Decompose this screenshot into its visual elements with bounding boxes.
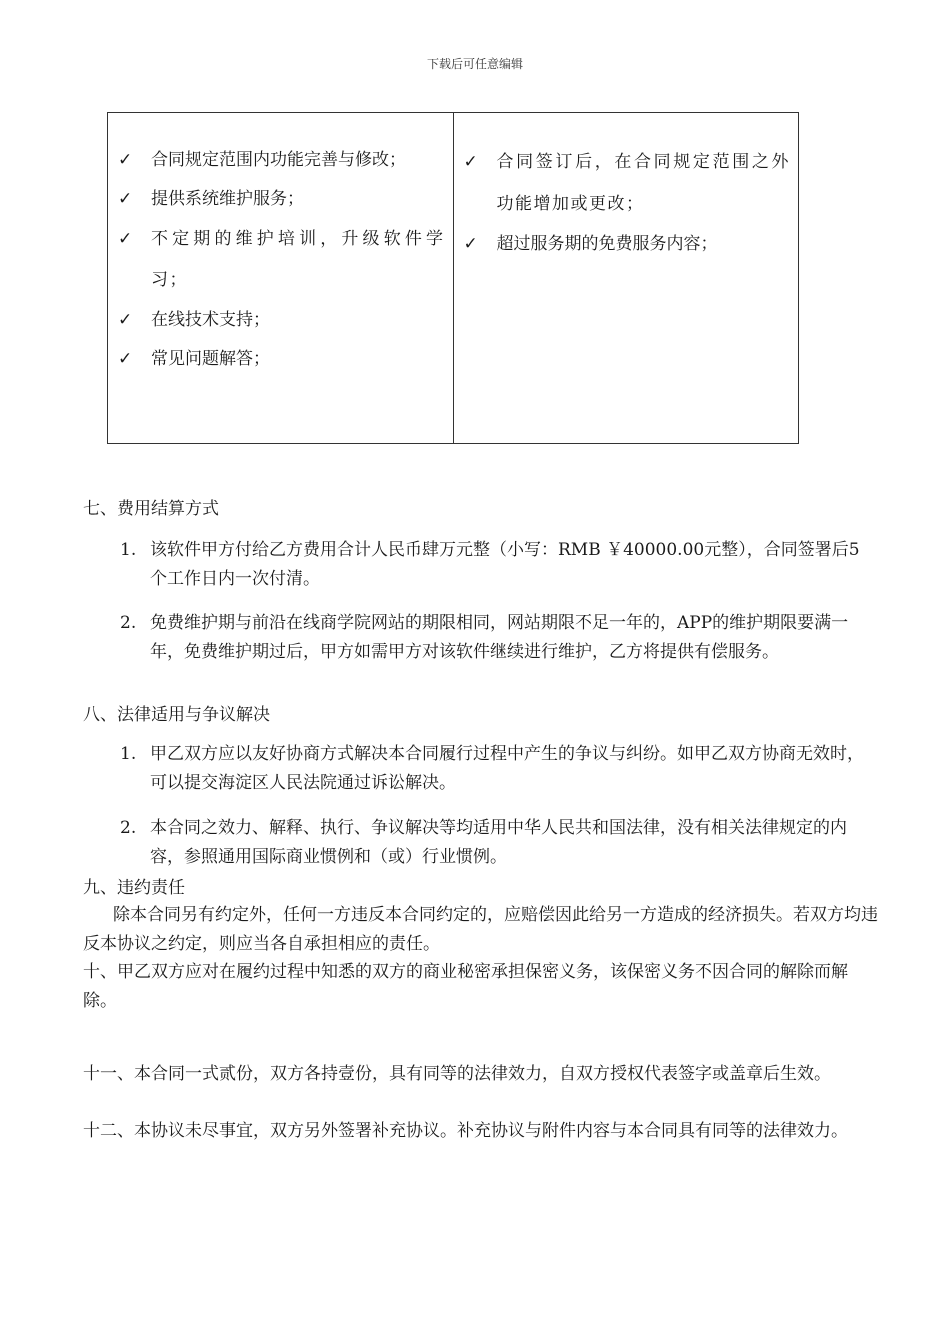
section-12-paragraph: 十二、本协议未尽事宜，双方另外签署补充协议。补充协议与附件内容与本合同具有同等的法律效力。 xyxy=(83,1121,848,1141)
item-number: 1. xyxy=(120,744,137,764)
included-item xyxy=(118,141,445,180)
included-item xyxy=(118,219,445,301)
included-item-text: 提供系统维护服务； xyxy=(151,189,304,209)
checkmark-icon: ✓ xyxy=(118,189,133,209)
section-7-item-1 xyxy=(120,536,870,594)
item-number: 2. xyxy=(120,818,137,838)
checkmark-icon: ✓ xyxy=(118,150,133,170)
item-number: 1. xyxy=(120,540,137,560)
included-item-text: 合同规定范围内功能完善与修改； xyxy=(151,150,406,170)
excluded-item-text: 合同签订后，在合同规定范围之外功能增加或更改； xyxy=(496,152,790,214)
checkmark-icon: ✓ xyxy=(118,229,133,249)
included-item xyxy=(118,340,445,379)
checkmark-icon: ✓ xyxy=(463,234,478,254)
item-text: 该软件甲方付给乙方费用合计人民币肆万元整（小写：RMB ￥40000.00元整），合同签署后5个工作日内一次付清。 xyxy=(150,540,860,589)
excluded-item xyxy=(464,141,791,225)
included-item-text: 不定期的维护培训，升级软件学习； xyxy=(151,229,445,290)
item-text: 甲乙双方应以友好协商方式解决本合同履行过程中产生的争议与纠纷。如甲乙双方协商无效时，可以提交海淀区人民法院通过诉讼解决。 xyxy=(150,744,864,793)
included-item-text: 在线技术支持； xyxy=(151,310,270,330)
item-text: 本合同之效力、解释、执行、争议解决等均适用中华人民共和国法律，没有相关法律规定的内容，参照通用国际商业惯例和（或）行业惯例。 xyxy=(150,818,847,867)
checkmark-icon: ✓ xyxy=(118,310,133,330)
checkmark-icon: ✓ xyxy=(463,152,478,172)
included-item xyxy=(118,301,445,340)
included-item xyxy=(118,180,445,219)
section-7-item-2 xyxy=(120,609,870,667)
section-7-title: 七、费用结算方式 xyxy=(83,499,219,519)
section-10-paragraph: 十、甲乙双方应对在履约过程中知悉的双方的商业秘密承担保密义务，该保密义务不因合同的解除而解除。 xyxy=(83,962,848,1011)
service-scope-table xyxy=(107,112,799,444)
included-services-column xyxy=(108,113,454,443)
included-item-text: 常见问题解答； xyxy=(151,349,270,369)
section-11-paragraph: 十一、本合同一式贰份，双方各持壹份，具有同等的法律效力，自双方授权代表签字或盖章后生效。 xyxy=(83,1064,831,1084)
section-9-title: 九、违约责任 xyxy=(83,878,185,898)
item-text: 免费维护期与前沿在线商学院网站的期限相同，网站期限不足一年的，APP的维护期限要满一年，免费维护期过后，甲方如需甲方对该软件继续进行维护，乙方将提供有偿服务。 xyxy=(150,613,849,662)
page-header-note: 下载后可任意编辑 xyxy=(426,57,523,71)
excluded-item-text: 超过服务期的免费服务内容； xyxy=(496,234,718,254)
section-8-item-1 xyxy=(120,740,870,798)
section-8-item-2 xyxy=(120,814,870,872)
item-number: 2. xyxy=(120,613,137,633)
excluded-item xyxy=(464,225,791,264)
excluded-services-column xyxy=(454,113,799,443)
checkmark-icon: ✓ xyxy=(118,349,133,369)
section-9-paragraph: 除本合同另有约定外，任何一方违反本合同约定的，应赔偿因此给另一方造成的经济损失。若双方均违反本协议之约定，则应当各自承担相应的责任。 xyxy=(83,905,878,954)
section-8-title: 八、法律适用与争议解决 xyxy=(83,705,270,725)
